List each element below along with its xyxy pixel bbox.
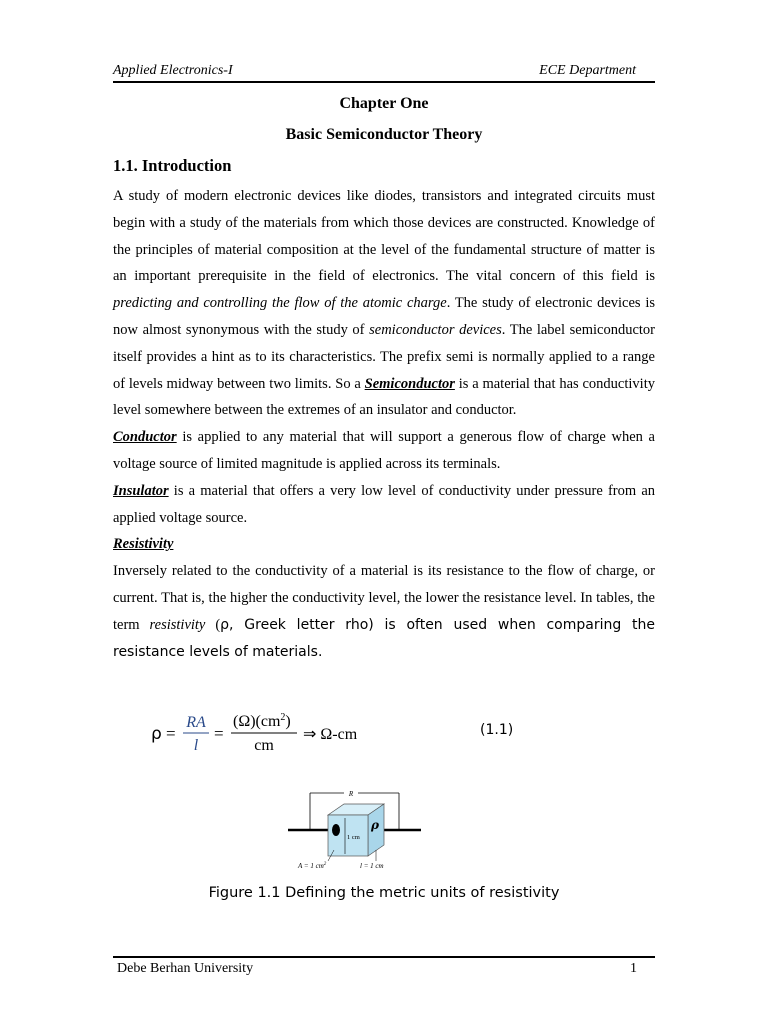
conductor-text: is applied to any material that will support a generous flow of charge when a voltage source of limited magnitude is applied across its terminals. <box>113 429 655 472</box>
page-number: 1 <box>630 961 637 976</box>
resistivity-paragraph <box>113 558 655 665</box>
header-department: ECE Department <box>539 63 636 78</box>
conductor-paragraph <box>113 424 655 478</box>
intro-text: is a material that has conductivity level somewhere between the extremes of an insulator and conductor. <box>113 375 655 419</box>
page-header <box>113 63 655 83</box>
resistivity-equation <box>151 706 381 756</box>
page-footer <box>113 956 655 976</box>
eq-numerator-ra: RA <box>186 714 206 731</box>
intro-text: A study of modern electronic devices like diodes, transistors and integrated circuits must begin with a study of the materials from which those devices are constructed. Knowledge of the principles of material composition at the level of the fundamental structure of matter is an important prerequisite in the field of electronics. The vital concern of this field is <box>113 188 655 285</box>
term-semiconductor: Semiconductor <box>364 375 455 392</box>
resistivity-heading <box>113 531 655 558</box>
label-rho: ρ <box>371 818 379 832</box>
term-conductor: Conductor <box>113 429 177 446</box>
rho-symbol: ρ, <box>220 616 245 633</box>
chapter-title: Chapter One <box>339 95 429 112</box>
eq-rho: ρ <box>151 724 162 744</box>
resistivity-text: Greek letter rho) is often used when comparing the resistance levels of materials. <box>113 616 655 660</box>
intro-paragraph <box>113 183 655 424</box>
label-1cm: 1 cm <box>347 834 360 841</box>
label-r: R <box>348 790 354 798</box>
eq-equals-2: = <box>214 724 224 743</box>
eq-numerator-units: $(\Omega)(cm^2)$ <box>233 712 291 730</box>
eq-equals-1: = <box>166 724 176 743</box>
resistivity-text: Inversely related to the conductivity of a material is its resistance to the flow of charge, or current. That is, the higher the conductivity level, the lower the resistance level. In tables, the term <box>113 563 655 633</box>
eq-denominator-cm: cm <box>254 737 274 754</box>
document-page <box>113 0 655 1024</box>
intro-emphasis-flow: predicting and controlling the flow of the atomic charge <box>113 295 447 312</box>
equation-number: (1.1) <box>480 722 514 738</box>
section-heading: 1.1. Introduction <box>113 156 232 175</box>
resistivity-cube-figure <box>288 784 424 870</box>
footer-university: Debe Berhan University <box>117 961 254 976</box>
eq-denominator-l: l <box>193 737 199 754</box>
intro-emphasis-devices: semiconductor devices <box>369 321 502 338</box>
intro-text: . The study of electronic devices is now almost synonymous with the study of <box>113 295 655 338</box>
contact-terminal <box>332 824 340 836</box>
insulator-text: is a material that offers a very low level of conductivity under pressure from an applied voltage source. <box>113 482 655 526</box>
resistivity-emphasis: resistivity <box>149 616 206 633</box>
label-area: A = 1 $cm^2$ <box>298 862 327 870</box>
chapter-subtitle: Basic Semiconductor Theory <box>285 126 483 143</box>
intro-text: . The label semiconductor itself provides a hint as to its characteristics. The prefix semi is normally applied to a range of levels midway between two limits. So a <box>113 321 655 392</box>
term-insulator: Insulator <box>113 482 169 499</box>
term-resistivity: Resistivity <box>113 536 174 553</box>
eq-result-units: ⇒ Ω-cm <box>303 726 358 743</box>
label-length: l = 1 cm <box>360 862 384 870</box>
resistivity-text: ( <box>205 616 221 633</box>
figure-caption: Figure 1.1 Defining the metric units of resistivity <box>208 885 560 901</box>
header-course: Applied Electronics-I <box>113 63 233 78</box>
insulator-paragraph <box>113 478 655 532</box>
body-text <box>113 183 655 665</box>
